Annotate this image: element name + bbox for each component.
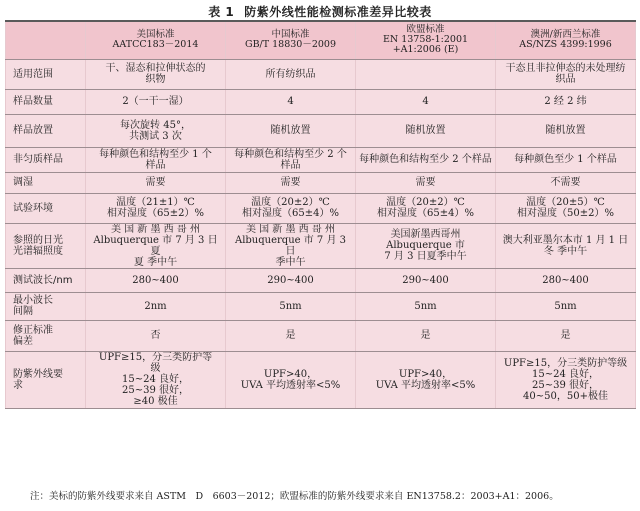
table-cell — [496, 320, 636, 351]
cell-text-line: 每种颜色至少 1 个样品 — [514, 154, 617, 165]
table-cell — [356, 147, 496, 172]
cell-text-line: Albuquerque 市 7 月 3 日夏 — [93, 234, 218, 257]
cell-text-line: 欧盟标准 — [406, 24, 445, 36]
table-cell — [86, 268, 226, 292]
cell-text-line: 需要 — [415, 177, 436, 188]
table-cell — [356, 172, 496, 193]
cell-text-line: 温度（20±2）℃ — [386, 197, 465, 208]
row-label — [6, 223, 86, 268]
cell-text-line: UPF>40， — [263, 368, 318, 380]
table-cell — [356, 59, 496, 89]
cell-text-line: 随机放置 — [545, 125, 586, 136]
table-row — [6, 114, 636, 147]
cell-text-line: 防紫外线要 — [13, 368, 63, 380]
table-cell — [356, 351, 496, 408]
table-cell — [226, 193, 356, 223]
table-row — [6, 320, 636, 351]
table-number: 表 1 — [208, 5, 235, 19]
row-label: 样品数量 — [6, 89, 86, 114]
row-label: 测试波长/nm — [6, 268, 86, 292]
cell-text-line: 每种颜色和结构至少 2 个 — [234, 148, 347, 160]
cell-text-line: 最小波长 — [13, 295, 53, 306]
row-label — [6, 292, 86, 320]
cell-text-line: 随机放置 — [270, 125, 311, 136]
table-cell — [496, 147, 636, 172]
cell-text-line: 相对湿度（50±2）% — [517, 208, 614, 219]
cell-text-line: 织物 — [145, 74, 166, 85]
cell-text-line: 40~50，50+极佳 — [523, 390, 608, 402]
table-cell — [86, 147, 226, 172]
table-cell — [226, 59, 356, 89]
cell-text-line: 5nm — [279, 300, 302, 312]
table-cell — [86, 59, 226, 89]
table-cell — [496, 114, 636, 147]
table-row — [6, 147, 636, 172]
cell-text-line: 偏差 — [13, 335, 33, 347]
table-cell — [226, 320, 356, 351]
cell-text-line: UPF>40， — [398, 368, 453, 380]
table-cell — [356, 223, 496, 268]
cell-text-line: 参照的日光 — [13, 234, 63, 246]
row-label — [6, 320, 86, 351]
cell-text-line: 相对湿度（65±2）% — [107, 208, 204, 219]
cell-text-line: 是 — [560, 330, 571, 341]
row-label: 非匀质样品 — [6, 147, 86, 172]
table-cell — [356, 193, 496, 223]
cell-text-line: AS/NZS 4399:1996 — [519, 39, 612, 51]
cell-text-line: 所有纺织品 — [265, 68, 316, 80]
footnote: 注：美标的防紫外线要求来自 ASTM D 6603－2012；欧盟标准的防紫外线要求来自 EN13758.2：2003+A1：2006。 — [30, 491, 559, 502]
cell-text-line: 是 — [285, 330, 296, 341]
cell-text-line: 4 — [287, 96, 294, 107]
table-cell — [86, 114, 226, 147]
cell-text-line: 美国新墨西哥州 Albuquerque 市 — [386, 229, 465, 251]
cell-text-line: 相对湿度（65±4）% — [242, 208, 339, 219]
cell-text-line: 15~24 良好， — [121, 374, 189, 385]
cell-text-line: 每次旋转 45°， — [120, 119, 191, 131]
cell-text-line: UVA 平均透射率<5% — [240, 379, 341, 391]
cell-text-line: GB/T 18830－2009 — [244, 39, 337, 51]
cell-text-line: 5nm — [554, 300, 577, 312]
column-header — [496, 21, 636, 59]
cell-text-line: 温度（21±1）℃ — [116, 197, 195, 208]
cell-text-line: 澳洲/新西兰标准 — [530, 29, 601, 41]
header-row — [6, 21, 636, 59]
row-label: 试验环境 — [6, 193, 86, 223]
table-cell — [356, 89, 496, 114]
cell-text-line: UPF≥15，分三类防护等 — [98, 352, 213, 363]
table-cell — [356, 268, 496, 292]
cell-text-line: 修正标准 — [13, 324, 53, 336]
cell-text-line: EN 13758-1:2001 — [382, 34, 469, 46]
table-cell — [226, 351, 356, 408]
cell-text-line: 温度（20±5）℃ — [526, 197, 605, 208]
table-cell — [86, 89, 226, 114]
table-cell — [356, 320, 496, 351]
table-row — [6, 89, 636, 114]
table-cell — [496, 89, 636, 114]
table-cell — [226, 172, 356, 193]
column-header — [226, 21, 356, 59]
cell-text-line: 季中午 — [275, 256, 306, 268]
cell-text-line: 7 月 3 日夏季中午 — [384, 251, 467, 262]
table-cell — [86, 351, 226, 408]
cell-text-line: 25~39 很好， — [531, 379, 599, 391]
cell-text-line: 冬 季中午 — [543, 245, 588, 257]
table-cell — [496, 268, 636, 292]
table-title — [0, 2, 640, 22]
table-cell — [226, 147, 356, 172]
cell-text-line: 温度（20±2）℃ — [251, 197, 330, 208]
cell-text-line: ≥40 极佳 — [133, 396, 178, 407]
row-label — [6, 351, 86, 408]
cell-text-line: 夏 季中午 — [133, 256, 178, 268]
table-row — [6, 223, 636, 268]
cell-text-line: 2（一干一湿） — [122, 96, 189, 107]
cell-text-line: 间隔 — [13, 306, 33, 317]
column-header — [356, 21, 496, 59]
row-label: 适用范围 — [6, 59, 86, 89]
comparison-table — [5, 20, 636, 409]
cell-text-line: 4 — [422, 96, 429, 107]
cell-text-line: 是 — [420, 330, 431, 341]
cell-text-line: 290~400 — [402, 274, 449, 286]
cell-text-line: 290~400 — [267, 274, 314, 286]
cell-text-line: +A1:2006 (E) — [392, 44, 459, 56]
cell-text-line: 15~24 良好， — [531, 368, 599, 380]
table-row — [6, 292, 636, 320]
table-cell — [496, 292, 636, 320]
table-cell — [86, 172, 226, 193]
table-row — [6, 268, 636, 292]
cell-text-line: 干、湿态和拉伸状态的 — [105, 63, 206, 74]
cell-text-line: 需要 — [280, 177, 301, 188]
cell-text-line: 样品 — [280, 159, 301, 171]
table-cell — [86, 223, 226, 268]
cell-text-line: 共测试 3 次 — [129, 130, 182, 142]
cell-text-line: 280~400 — [542, 274, 589, 286]
table-cell — [86, 292, 226, 320]
table-cell — [226, 292, 356, 320]
table-row — [6, 193, 636, 223]
table-cell — [496, 172, 636, 193]
cell-text-line: 25~39 很好， — [121, 385, 189, 396]
cell-text-line: 光谱辐照度 — [13, 245, 63, 257]
cell-text-line: 相对湿度（65±4）% — [377, 208, 474, 219]
table-cell — [496, 193, 636, 223]
cell-text-line: 每种颜色和结构至少 1 个 — [99, 148, 212, 160]
cell-text-line: 否 — [150, 330, 161, 341]
table-cell — [496, 223, 636, 268]
table-row — [6, 172, 636, 193]
cell-text-line: 样品 — [145, 159, 166, 171]
cell-text-line: 级 — [150, 363, 161, 374]
header-corner-cell — [6, 21, 86, 59]
cell-text-line: 织品 — [555, 74, 576, 85]
cell-text-line: 干态且非拉伸态的未处理纺 — [505, 63, 626, 74]
cell-text-line: 中国标准 — [271, 29, 310, 41]
cell-text-line: 美 国 新 墨 西 哥 州 — [245, 223, 336, 235]
table-cell — [226, 89, 356, 114]
cell-text-line: UPF≥15，分三类防护等级 — [503, 357, 628, 369]
table-cell — [356, 114, 496, 147]
table-row — [6, 351, 636, 408]
cell-text-line: 2 经 2 纬 — [544, 96, 587, 107]
cell-text-line: Albuquerque 市 7 月 3 日 — [234, 234, 346, 257]
cell-text-line: 美 国 新 墨 西 哥 州 — [110, 223, 201, 235]
table-cell — [356, 292, 496, 320]
cell-text-line: UVA 平均透射率<5% — [375, 379, 476, 391]
cell-text-line: 随机放置 — [405, 125, 446, 136]
cell-text-line: 澳大利亚墨尔本市 1 月 1 日 — [502, 234, 629, 246]
column-header — [86, 21, 226, 59]
cell-text-line: AATCC183－2014 — [112, 39, 199, 51]
table-cell — [226, 114, 356, 147]
table-cell — [86, 193, 226, 223]
cell-text-line: 5nm — [414, 300, 437, 312]
row-label: 调湿 — [6, 172, 86, 193]
table-cell — [226, 223, 356, 268]
table-cell — [86, 320, 226, 351]
cell-text-line: 求 — [13, 379, 23, 391]
table-cell — [226, 268, 356, 292]
cell-text-line: 需要 — [145, 177, 166, 188]
table-row — [6, 59, 636, 89]
cell-text-line: 不需要 — [550, 177, 581, 188]
table-caption: 防紫外线性能检测标准差异比较表 — [244, 5, 432, 19]
cell-text-line: 2nm — [144, 300, 167, 312]
cell-text-line: 美国标准 — [136, 29, 175, 41]
cell-text-line: 280~400 — [132, 274, 179, 286]
cell-text-line: 每种颜色和结构至少 2 个样品 — [359, 154, 492, 165]
row-label: 样品放置 — [6, 114, 86, 147]
table-cell — [496, 59, 636, 89]
table-cell — [496, 351, 636, 408]
